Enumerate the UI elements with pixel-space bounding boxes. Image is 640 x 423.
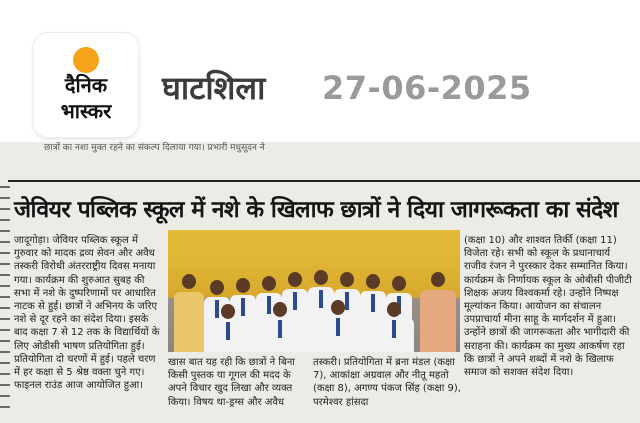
article-column-2 [168,356,308,409]
dainik-bhaskar-logo[interactable] [34,33,138,137]
article-headline: जेवियर पब्लिक स्कूल में नशे के खिलाफ छात्रों ने दिया जागरूकता का संदेश [14,197,618,223]
column-2-text: खास बात यह रही कि छात्रों ने बिना किसी पुस्तक या गूगल की मदद के अपने विचार खुद लिखा और व्यक्त किया। विषय था-ड्रग्स और अवैध [168,357,295,408]
article-column-4 [464,234,634,379]
column-3-text: तस्करी। प्रतियोगिता में ब्रना मंडल (कक्षा 7), आकांक्षा अग्रवाल और नीतू महतो (कक्षा 8), अगण्य पंकज सिंह (कक्षा 9), परमेश्वर हांसदा [313,357,461,408]
article-column-1 [14,234,162,392]
person [174,274,204,352]
article-column-3 [313,356,463,409]
person [318,300,358,352]
person [208,304,248,352]
group-photo [168,230,460,352]
person [420,272,456,352]
edition-date: 27-06-2025 [322,69,532,107]
column-4-text: (कक्षा 10) और शाश्वत तिर्की (कक्षा 11) विजेता रहे। सभी को स्कूल के प्रधानाचार्य राजीव रंजन ने पुरस्कार देकर सम्मानित किया। कार्यक्रम के निर्णायक स्कूल के ओबीसी पीजीटी शिक्षक अजय विश्वकर्मा रहे। उन्होंने निष्पक्ष मूल्यांकन किया। आयोजन का संचालन उपप्राचार्या मीना साहू के मार्गदर्शन में हुआ। उन्होंने छात्रों की जागरूकता और भागीदारी की सराहना की। कार्यक्रम का मुख्य आकर्षण रहा कि छात्रों ने अपने शब्दों में नशे के खिलाफ समाज को सशक्त संदेश दिया। [464,235,632,379]
logo-line1: दैनिक [64,73,108,97]
edition-name: घाटशिला [162,69,266,107]
person [374,302,414,352]
divider [8,180,640,182]
person [260,302,300,352]
header [0,0,640,142]
logo-line2: भास्कर [60,99,112,123]
column-1-text: जादूगोड़ा। जेवियर पब्लिक स्कूल में गुरुवार को मादक द्रव्य सेवन और अवैध तस्करी विरोधी अंतरराष्ट्रीय दिवस मनाया गया। कार्यक्रम की शुरुआत सुबह की सभा में नशे के दुष्परिणामों पर आधारित नाटक से हुई। छात्रों ने अभिनय के जरिए नशे से दूर रहने का संदेश दिया। इसके बाद कक्षा 7 से 12 तक के विद्यार्थियों के लिए ओडीसी भाषण प्रतियोगिता हुई। प्रतियोगिता दो चरणों में हुई। पहले चरण में हर कक्षा से 5 श्रेष्ठ वक्ता चुने गए। फाइनल राउंड आज आयोजित हुआ। [14,235,160,392]
photo-banner [168,230,460,254]
adjacent-column-cut [0,177,10,417]
top-cut-text: छात्रों का नशा मुक्त रहने का संकल्प दिलाया गया। प्रभारी मधुसूदन ने [44,143,265,153]
newspaper-clipping [0,142,640,423]
sun-icon [73,47,99,73]
